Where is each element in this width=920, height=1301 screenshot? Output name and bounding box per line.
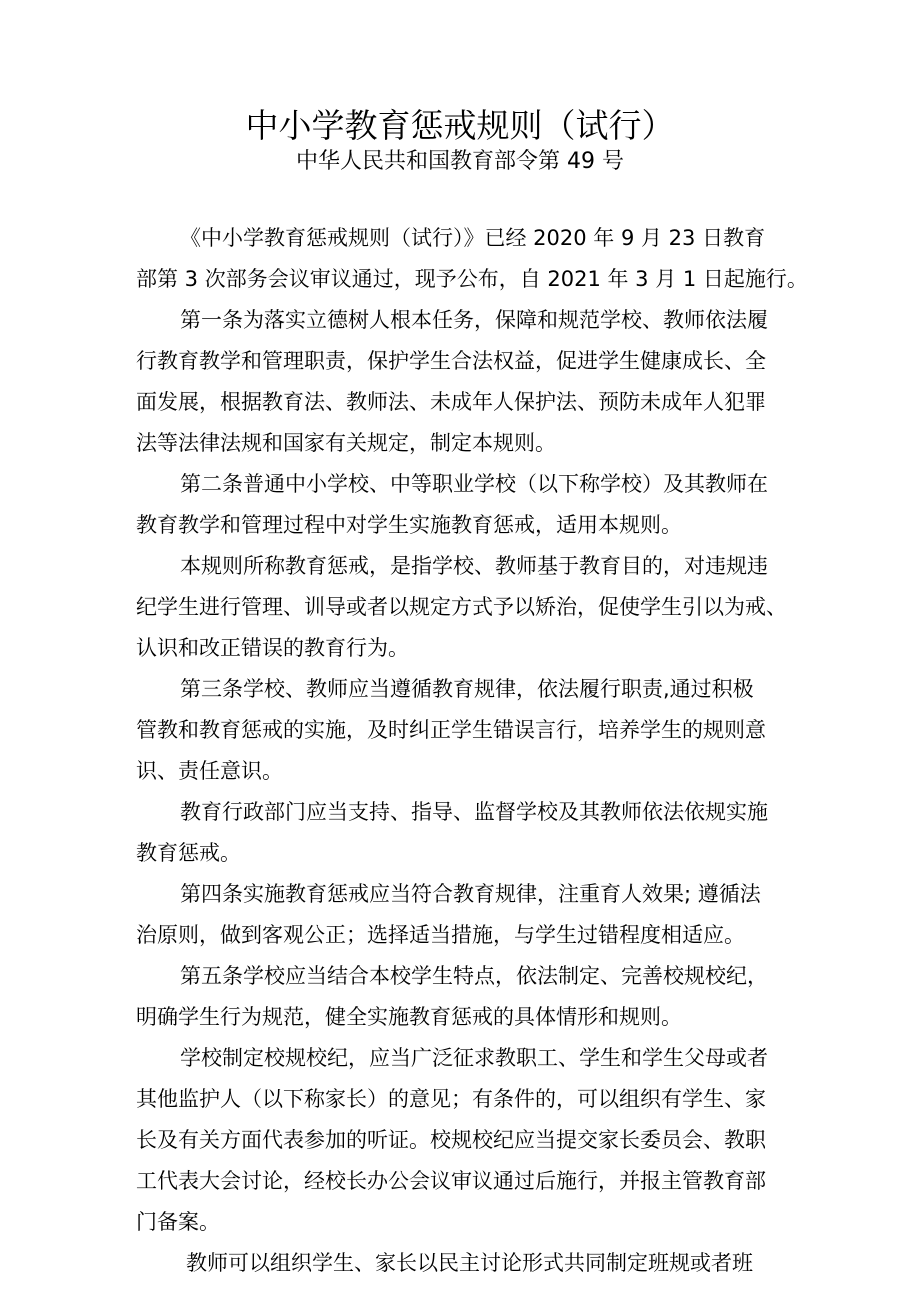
paragraph-line: 法等法律法规和国家有关规定，制定本规则。: [136, 431, 556, 455]
paragraph-line: 纪学生进行管理、训导或者以规定方式予以矫治，促使学生引以为戒、: [136, 595, 787, 619]
paragraph-line: 明确学生行为规范，健全实施教育惩戒的具体情形和规则。: [136, 1005, 682, 1029]
paragraph-line: 管教和教育惩戒的实施，及时纠正学生错误言行，培养学生的规则意: [136, 718, 766, 742]
paragraph-line: 教育行政部门应当支持、指导、监督学校及其教师依法依规实施: [180, 800, 768, 824]
document-body: [136, 218, 808, 1284]
document-title: 中小学教育惩戒规则（试行）: [245, 106, 675, 145]
paragraph-line: 识、责任意识。: [136, 759, 283, 783]
paragraph-article-5-class-rules: [136, 1243, 788, 1284]
paragraph-line: 第五条学校应当结合本校学生特点，依法制定、完善校规校纪，: [180, 964, 768, 988]
paragraph-article-5-rules: [136, 1038, 788, 1243]
paragraph-line: 教师可以组织学生、家长以民主讨论形式共同制定班规或者班: [186, 1251, 753, 1275]
paragraph-line: 教育惩戒。: [136, 841, 241, 865]
paragraph-line: 认识和改正错误的教育行为。: [136, 636, 409, 660]
paragraph-line: 部第 3 次部务会议审议通过，现予公布，自 2021 年 3 月 1 日起施行。: [136, 267, 808, 291]
paragraph-preamble: [136, 218, 808, 300]
paragraph-line: 面发展，根据教育法、教师法、未成年人保护法、预防未成年人犯罪: [136, 390, 766, 414]
paragraph-line: 《中小学教育惩戒规则（试行）》已经 2020 年 9 月 23 日教育: [180, 226, 766, 250]
paragraph-article-4: [136, 874, 788, 956]
paragraph-article-5: [136, 956, 788, 1038]
paragraph-line: 门备案。: [136, 1210, 220, 1234]
paragraph-line: 其他监护人（以下称家长）的意见；有条件的，可以组织有学生、家: [136, 1087, 766, 1111]
paragraph-article-2: [136, 464, 788, 546]
paragraph-article-3-admin: [136, 792, 788, 874]
paragraph-line: 治原则，做到客观公正；选择适当措施，与学生过错程度相适应。: [136, 923, 745, 947]
paragraph-line: 工代表大会讨论，经校长办公会议审议通过后施行，并报主管教育部: [136, 1169, 766, 1193]
paragraph-article-1: [136, 300, 788, 464]
paragraph-line: 长及有关方面代表参加的听证。校规校纪应当提交家长委员会、教职: [136, 1128, 766, 1152]
paragraph-line: 行教育教学和管理职责，保护学生合法权益，促进学生健康成长、全: [136, 349, 766, 373]
paragraph-article-3: [136, 669, 788, 792]
paragraph-line: 第二条普通中小学校、中等职业学校（以下称学校）及其教师在: [180, 472, 768, 496]
paragraph-line: 第三条学校、教师应当遵循教育规律，依法履行职责,通过积极: [180, 677, 754, 701]
paragraph-line: 第一条为落实立德树人根本任务，保障和规范学校、教师依法履: [180, 308, 768, 332]
document-subtitle: 中华人民共和国教育部令第 49 号: [296, 149, 624, 174]
paragraph-line: 第四条实施教育惩戒应当符合教育规律，注重育人效果; 遵循法: [180, 882, 761, 906]
paragraph-article-2-definition: [136, 546, 788, 669]
paragraph-line: 本规则所称教育惩戒，是指学校、教师基于教育目的，对违规违: [180, 554, 768, 578]
paragraph-line: 学校制定校规校纪，应当广泛征求教职工、学生和学生父母或者: [180, 1046, 768, 1070]
paragraph-line: 教育教学和管理过程中对学生实施教育惩戒，适用本规则。: [136, 513, 682, 537]
